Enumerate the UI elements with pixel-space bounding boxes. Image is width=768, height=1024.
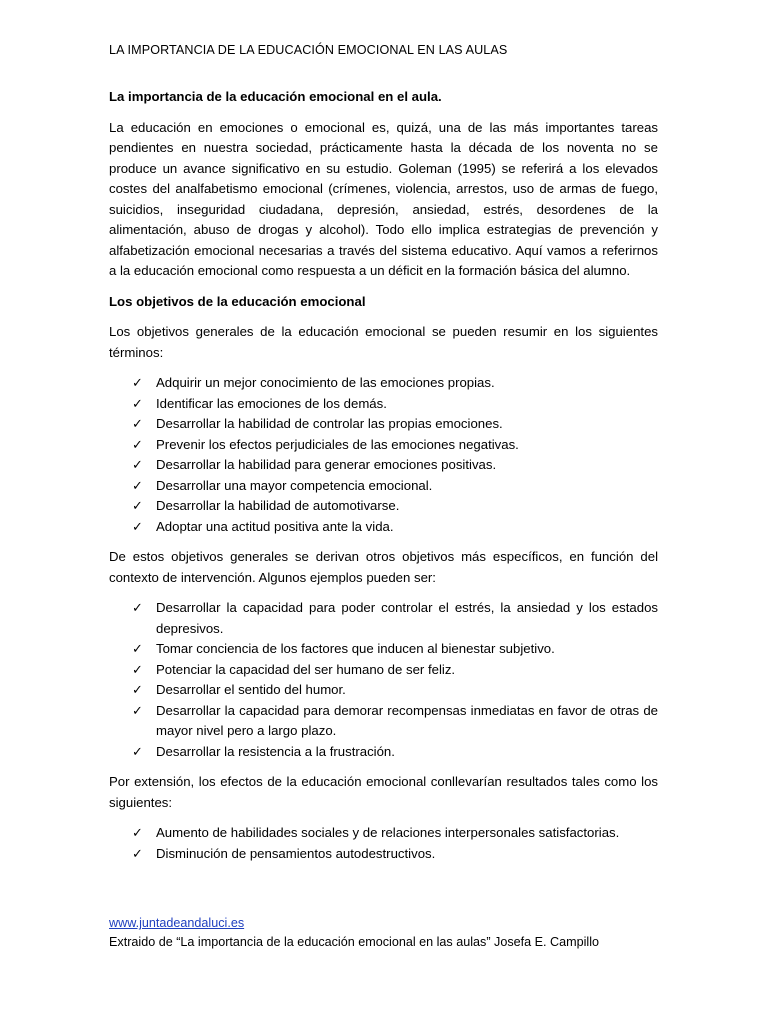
- list-item: [132, 660, 658, 681]
- section-heading-importance: La importancia de la educación emocional en el aula.: [109, 89, 442, 104]
- list-item-text: Adquirir un mejor conocimiento de las emociones propias.: [156, 375, 495, 390]
- check-icon: ✓: [132, 600, 143, 615]
- list-item: [132, 435, 658, 456]
- list-item-text: Desarrollar la capacidad para demorar recompensas inmediatas en favor de otras de mayor nivel pero a largo plazo.: [156, 702, 658, 738]
- check-icon: ✓: [132, 375, 143, 390]
- check-icon: ✓: [132, 702, 143, 718]
- list-item-text: Potenciar la capacidad del ser humano de ser feliz.: [156, 661, 456, 677]
- list-item-text: Desarrollar la habilidad de automotivarse.: [156, 498, 400, 513]
- paragraph-effects: Por extensión, los efectos de la educación emocional conllevarían resultados tales como los siguientes:: [109, 774, 658, 810]
- check-icon: ✓: [132, 457, 143, 472]
- paragraph-specific-objectives: De estos objetivos generales se derivan otros objetivos más específicos, en función del contexto de intervención. Algunos ejemplos pueden ser:: [109, 549, 658, 585]
- check-icon: ✓: [132, 682, 143, 697]
- check-icon: ✓: [132, 641, 143, 656]
- list-item-text: Desarrollar una mayor competencia emocional.: [156, 477, 433, 493]
- list-item: [132, 701, 658, 742]
- list-item: [132, 742, 658, 763]
- check-icon: ✓: [132, 395, 143, 411]
- list-item-text: Tomar conciencia de los factores que inducen al bienestar subjetivo.: [156, 641, 555, 656]
- list-item-text: Desarrollar la capacidad para poder controlar el estrés, la ansiedad y los estados depresivos.: [156, 600, 658, 636]
- list-item: [132, 680, 658, 701]
- list-item-text: Desarrollar la habilidad para generar emociones positivas.: [156, 457, 497, 472]
- page-footer: [109, 914, 599, 951]
- effects-list: [109, 823, 658, 864]
- list-item: [132, 639, 658, 660]
- check-icon: ✓: [132, 436, 143, 452]
- check-icon: ✓: [132, 416, 143, 431]
- paragraph-objectives-intro: Los objetivos generales de la educación emocional se pueden resumir en los siguientes términos:: [109, 324, 658, 360]
- list-item-text: Desarrollar el sentido del humor.: [156, 682, 346, 697]
- list-item-text: Identificar las emociones de los demás.: [156, 395, 387, 411]
- list-item-text: Desarrollar la resistencia a la frustración.: [156, 743, 395, 759]
- check-icon: ✓: [132, 477, 143, 493]
- check-icon: ✓: [132, 825, 143, 840]
- citation-text: Extraido de “La importancia de la educación emocional en las aulas” Josefa E. Campillo: [109, 934, 600, 949]
- check-icon: ✓: [132, 743, 143, 759]
- check-icon: ✓: [132, 498, 143, 513]
- check-icon: ✓: [132, 845, 143, 861]
- list-item-text: Prevenir los efectos perjudiciales de las emociones negativas.: [156, 436, 519, 452]
- list-item-text: Desarrollar la habilidad de controlar las propias emociones.: [156, 416, 503, 431]
- list-item-text: Aumento de habilidades sociales y de relaciones interpersonales satisfactorias.: [156, 825, 620, 840]
- specific-objectives-list: [109, 598, 658, 762]
- list-item: [132, 598, 658, 639]
- list-item: [132, 823, 658, 844]
- list-item: [132, 844, 658, 865]
- list-item: [132, 414, 658, 435]
- list-item: [132, 496, 658, 517]
- list-item: [132, 476, 658, 497]
- document-body: [109, 87, 658, 874]
- source-link[interactable]: www.juntadeandaluci.es: [109, 916, 245, 930]
- list-item: [132, 455, 658, 476]
- section-heading-objectives: Los objetivos de la educación emocional: [109, 293, 366, 309]
- list-item: [132, 517, 658, 538]
- paragraph-importance: La educación en emociones o emocional es, quizá, una de las más importantes tareas pendientes en nuestra sociedad, prácticamente hasta la década de los noventa no se produce un avance significativo en su estudio. Goleman (1995) se referirá a los elevados costes del analfabetismo emocional (crímenes, violencia, arrestos, uso de armas de fuego, suicidios, inseguridad ciudadana, depresión, ansiedad, estrés, desordenes de la alimentación, abuso de drogas y alcohol). Todo ello implica estrategias de prevención y alfabetización emocional necesarias a través del sistema educativo. Aquí vamos a referirnos a la educación emocional como respuesta a un déficit en la formación básica del alumno.: [109, 119, 658, 278]
- list-item-text: Disminución de pensamientos autodestructivos.: [156, 845, 436, 861]
- list-item: [132, 373, 658, 394]
- check-icon: ✓: [132, 518, 143, 534]
- general-objectives-list: [109, 373, 658, 537]
- list-item-text: Adoptar una actitud positiva ante la vida.: [156, 518, 394, 534]
- page-header: LA IMPORTANCIA DE LA EDUCACIÓN EMOCIONAL EN LAS AULAS: [109, 43, 508, 57]
- check-icon: ✓: [132, 661, 143, 677]
- list-item: [132, 394, 658, 415]
